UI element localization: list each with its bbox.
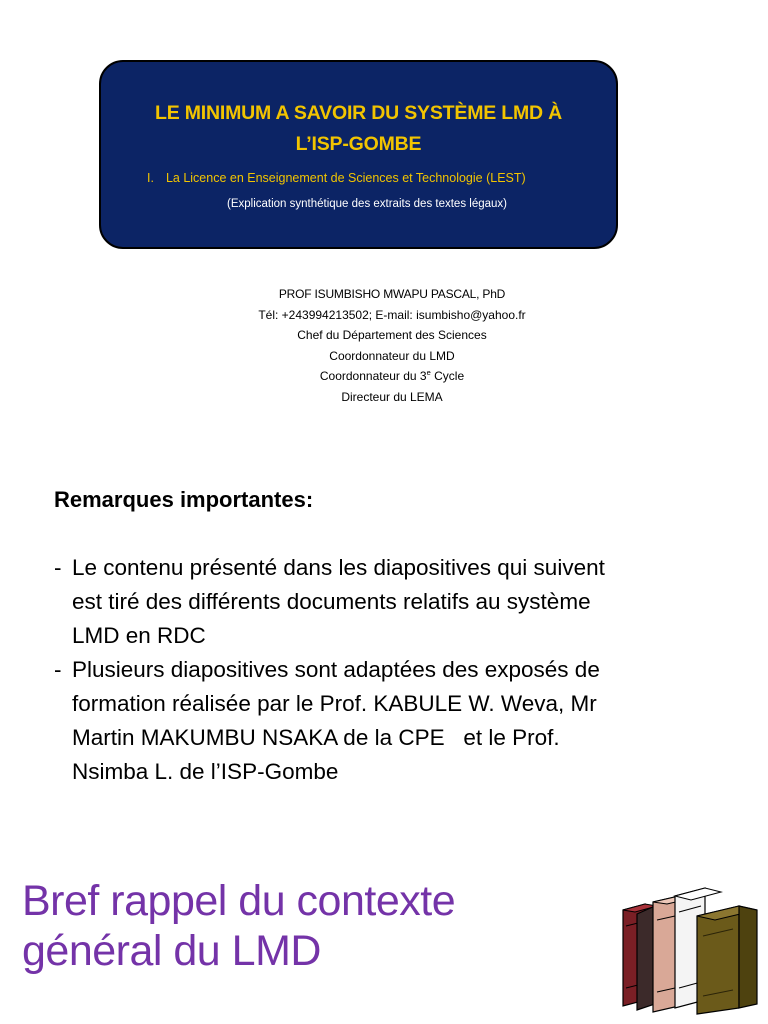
remarks-list: [54, 551, 744, 789]
remark-line: formation réalisée par le Prof. KABULE W. Weva, Mr: [72, 691, 597, 716]
author-role-lema: Directeur du LEMA: [341, 389, 443, 404]
role-third-cycle-prefix: Coordonnateur du 3: [319, 369, 427, 383]
main-title-line-1: LE MINIMUM A SAVOIR DU SYSTÈME LMD À: [155, 102, 562, 124]
role-third-cycle-superscript: e: [426, 368, 431, 377]
main-title: [101, 98, 616, 160]
subtitle: [147, 170, 526, 186]
section-title-line-2: général du LMD: [22, 927, 321, 975]
bullet-dash: -: [54, 657, 62, 682]
subtitle-number: I.: [147, 171, 154, 185]
bullet-dash: -: [54, 555, 62, 580]
subtitle-note: (Explication synthétique des extraits des textes légaux): [227, 198, 507, 210]
author-role-lmd: Coordonnateur du LMD: [329, 348, 455, 363]
author-role-department: Chef du Département des Sciences: [297, 328, 487, 342]
books-icon: [617, 876, 765, 1016]
section-title-line-1: Bref rappel du contexte: [22, 877, 456, 925]
remark-line: est tiré des différents documents relatifs au système: [72, 589, 591, 614]
author-contact: Tél: +243994213502; E-mail: isumbisho@yahoo.fr: [258, 307, 526, 322]
remark-line: Le contenu présenté dans les diapositives qui suivent: [72, 555, 605, 580]
author-name: PROF ISUMBISHO MWAPU PASCAL, PhD: [278, 287, 506, 301]
remarks-heading: Remarques importantes:: [54, 487, 314, 512]
remark-line: Nsimba L. de l’ISP-Gombe: [72, 759, 339, 784]
remark-line: LMD en RDC: [72, 623, 206, 648]
subtitle-text: La Licence en Enseignement de Sciences et Technologie (LEST): [165, 171, 526, 185]
remark-line: Martin MAKUMBU NSAKA de la CPE et le Prof.: [72, 725, 560, 750]
author-role-third-cycle: [200, 366, 584, 387]
remark-line: Plusieurs diapositives sont adaptées des exposés de: [72, 657, 600, 682]
author-block: [200, 284, 584, 407]
title-box: [99, 60, 618, 249]
role-third-cycle-suffix: Cycle: [430, 369, 465, 383]
remark-item: [54, 653, 744, 789]
remark-item: [54, 551, 744, 653]
section-title: [22, 876, 582, 976]
main-title-line-2: L’ISP-GOMBE: [295, 133, 422, 155]
